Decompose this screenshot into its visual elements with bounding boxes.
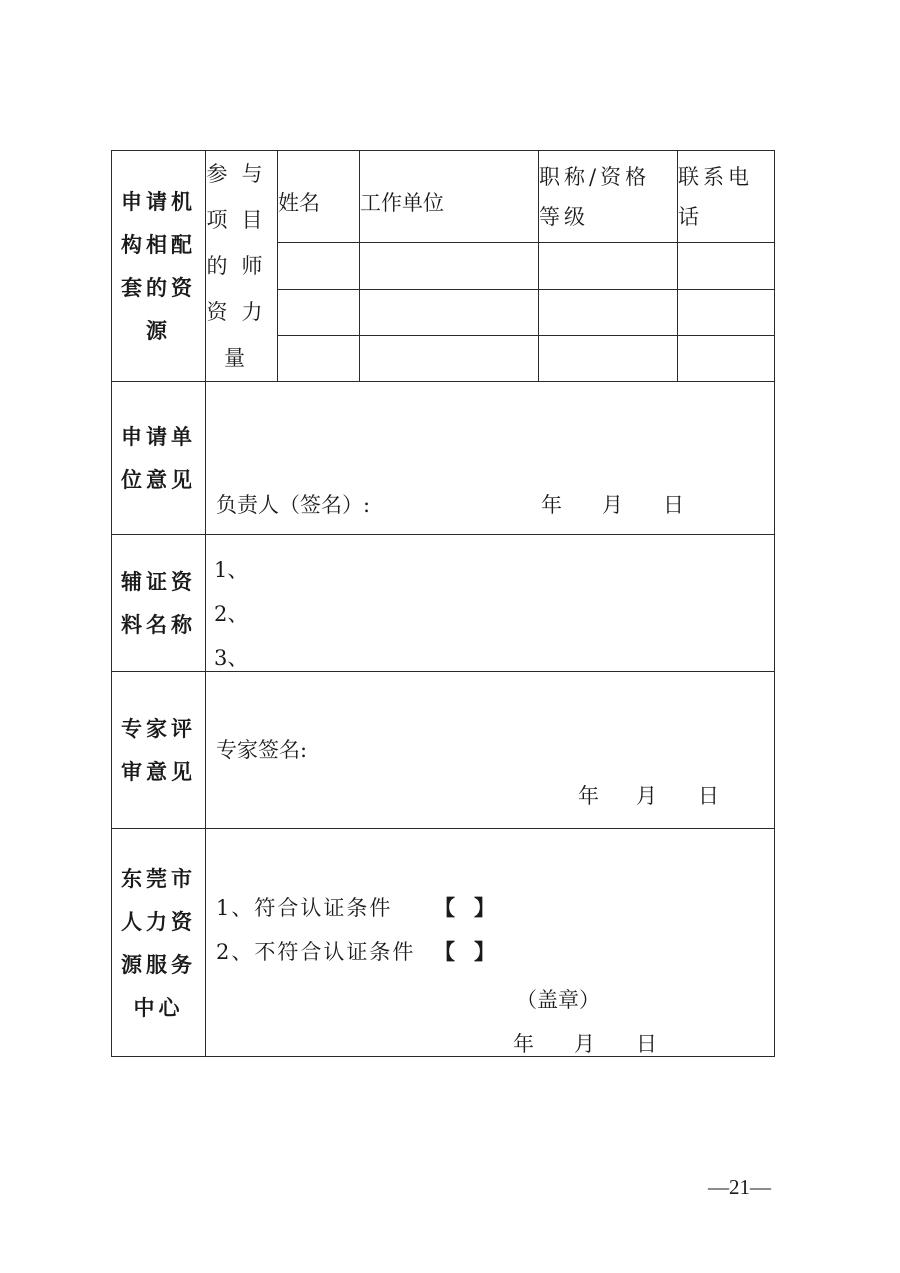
label-line: 量 <box>224 346 259 370</box>
label-line: 料名称 <box>121 612 196 637</box>
teacher-phone-field[interactable] <box>678 335 775 381</box>
teacher-name-field[interactable] <box>278 335 360 381</box>
label-line: 中心 <box>133 994 184 1020</box>
label-line: 审意见 <box>121 759 196 784</box>
supporting-materials-row <box>112 535 775 672</box>
checkbox-close-bracket[interactable]: 】 <box>474 895 495 920</box>
header-line: 联系电 <box>678 164 753 189</box>
label-line: 源 <box>146 318 171 343</box>
option-not-meets-conditions: 2、不符合认证条件 <box>216 940 416 964</box>
teacher-unit-field[interactable] <box>360 335 539 381</box>
label-line: 辅证资 <box>121 569 196 594</box>
label-line: 套的资 <box>121 275 196 300</box>
checkbox-close-bracket[interactable]: 】 <box>474 939 495 964</box>
applicant-opinion-label <box>112 382 206 535</box>
material-item: 3、 <box>214 646 249 670</box>
option-meets-conditions: 1、符合认证条件 <box>216 896 393 920</box>
applicant-opinion-row <box>112 382 775 535</box>
teacher-resources-label <box>206 151 278 382</box>
responsible-person-signature-label: 负责人（签名）: <box>216 493 371 517</box>
expert-review-row <box>112 672 775 829</box>
hr-center-label <box>112 829 206 1057</box>
teacher-title-field[interactable] <box>539 243 678 289</box>
label-line: 参与 <box>206 162 277 186</box>
label-line: 人力资 <box>121 908 196 934</box>
expert-signature-label: 专家签名: <box>216 738 308 762</box>
applicant-opinion-field[interactable] <box>206 382 775 535</box>
application-form-table <box>111 150 775 1057</box>
date-month-label: 月 <box>574 1032 595 1056</box>
label-line: 申请机 <box>121 189 196 214</box>
date-year-label: 年 <box>578 784 599 808</box>
label-line: 申请单 <box>121 424 196 449</box>
teacher-phone-field[interactable] <box>678 243 775 289</box>
header-line: 职称/资格 <box>539 164 651 189</box>
teacher-unit-field[interactable] <box>360 289 539 335</box>
expert-review-field[interactable] <box>206 672 775 829</box>
label-line: 东莞市 <box>121 865 196 891</box>
seal-label: （盖章） <box>516 988 600 1012</box>
teacher-phone-field[interactable] <box>678 289 775 335</box>
teacher-name-field[interactable] <box>278 243 360 289</box>
label-line: 的师 <box>206 254 277 278</box>
date-day-label: 日 <box>698 784 719 808</box>
header-line: 话 <box>678 204 703 229</box>
label-line: 构相配 <box>121 232 196 257</box>
hr-center-field <box>206 829 775 1057</box>
label-line: 专家评 <box>121 716 196 741</box>
date-year-label: 年 <box>513 1032 534 1056</box>
material-item: 2、 <box>214 602 249 626</box>
date-day-label: 日 <box>663 493 684 517</box>
teacher-name-field[interactable] <box>278 289 360 335</box>
date-month-label: 月 <box>636 784 657 808</box>
page-number: —21— <box>708 1175 771 1199</box>
column-header-phone <box>678 151 775 243</box>
label-line: 资力 <box>206 300 277 324</box>
teacher-unit-field[interactable] <box>360 243 539 289</box>
checkbox-open-bracket[interactable]: 【 <box>434 895 455 920</box>
hr-center-row <box>112 829 775 1057</box>
column-header-title-grade <box>539 151 678 243</box>
label-line: 源服务 <box>121 951 196 977</box>
label-line: 位意见 <box>121 467 196 492</box>
column-header-name: 姓名 <box>278 151 360 243</box>
supporting-materials-field[interactable] <box>206 535 775 672</box>
teacher-title-field[interactable] <box>539 335 678 381</box>
material-item: 1、 <box>214 558 249 582</box>
header-line: 等级 <box>539 204 589 229</box>
date-day-label: 日 <box>636 1032 657 1056</box>
resources-header-row <box>112 151 775 243</box>
expert-review-label <box>112 672 206 829</box>
date-year-label: 年 <box>541 493 562 517</box>
date-month-label: 月 <box>602 493 623 517</box>
checkbox-open-bracket[interactable]: 【 <box>434 939 455 964</box>
supporting-materials-label <box>112 535 206 672</box>
column-header-work-unit: 工作单位 <box>360 151 539 243</box>
teacher-title-field[interactable] <box>539 289 678 335</box>
resources-section-label <box>112 151 206 382</box>
label-line: 项目 <box>206 208 277 232</box>
